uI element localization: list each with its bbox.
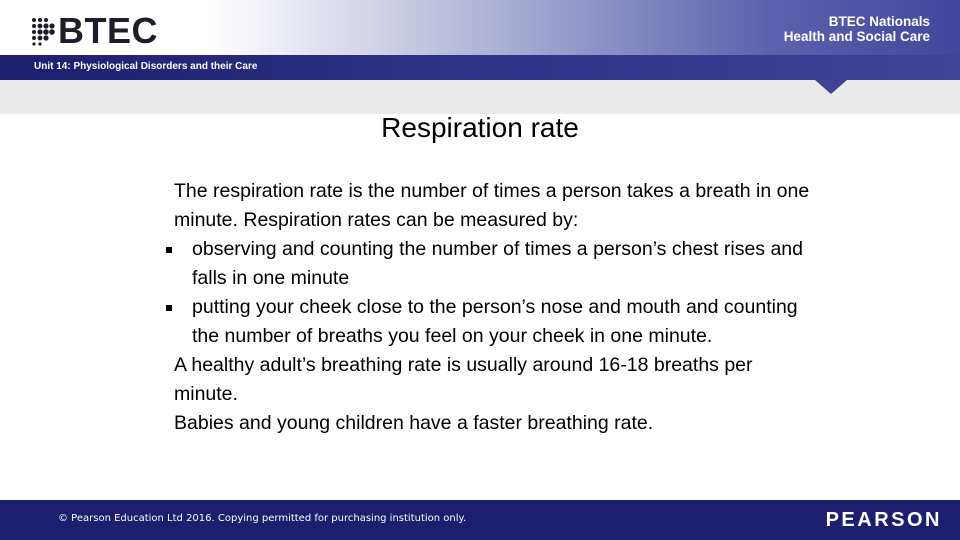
bullet-square-icon	[166, 305, 172, 311]
bullet-square-icon	[166, 247, 172, 253]
bullet-item	[174, 235, 814, 293]
bullet-text: putting your cheek close to the person’s nose and mouth and counting the number of breaths you feel on your cheek in one minute.	[192, 296, 798, 347]
logo-text: BTEC	[58, 10, 158, 51]
notch-triangle-icon	[815, 80, 847, 94]
logo-dots-icon	[30, 16, 56, 46]
brand-line-2: Health and Social Care	[783, 29, 930, 44]
intro-paragraph: The respiration rate is the number of times a person takes a breath in one minute. Respiration rates can be measured by:	[174, 180, 810, 231]
unit-title: Unit 14: Physiological Disorders and their Care	[34, 61, 258, 72]
children-rate-paragraph: Babies and young children have a faster breathing rate.	[174, 412, 654, 434]
adult-rate-paragraph: A healthy adult’s breathing rate is usually around 16-18 breaths per minute.	[174, 354, 753, 405]
btec-logo	[30, 10, 158, 51]
brand-line-1: BTEC Nationals	[828, 14, 930, 29]
brand-title	[784, 14, 930, 44]
slide-body	[174, 177, 814, 438]
copyright-notice: © Pearson Education Ltd 2016. Copying permitted for purchasing institution only.	[58, 513, 467, 524]
pearson-logo: PEARSON	[825, 509, 942, 531]
bullet-item	[174, 293, 814, 351]
slide-title: Respiration rate	[381, 112, 579, 143]
bullet-text: observing and counting the number of times a person’s chest rises and falls in one minute	[192, 238, 803, 289]
